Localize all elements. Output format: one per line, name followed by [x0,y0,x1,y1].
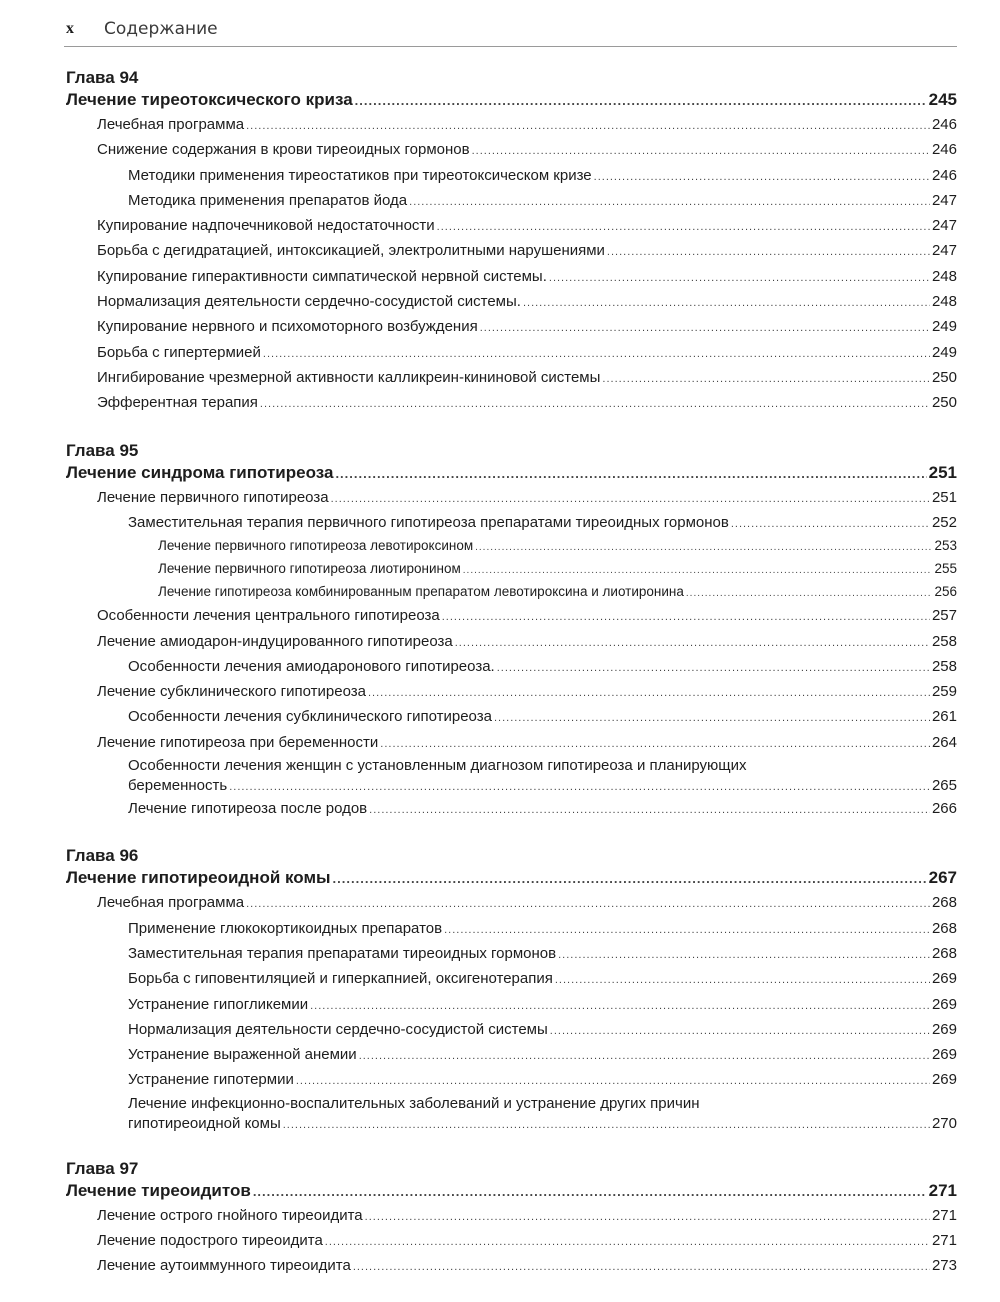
dot-leader [607,240,930,264]
chapter-94 [66,66,957,417]
entry-title: Лечение гипотиреоза комбинированным препаратом левотироксина и лиотиронина [158,583,684,599]
entry-title: Методики применения тиреостатиков при тиреотоксическом кризе [128,166,592,184]
toc-entry[interactable] [66,705,957,730]
chapter-gap [66,417,957,439]
entry-title: Лечение амиодарон-индуцированного гипотиреоза [97,632,453,650]
dot-leader [359,1044,930,1068]
toc-entry[interactable] [66,1018,957,1043]
dot-leader [368,681,930,705]
entry-title: Лечение острого гнойного тиреоидита [97,1206,363,1224]
dot-leader [480,316,930,340]
entry-page: 268 [931,944,957,962]
entry-page: 269 [931,1046,957,1064]
entry-page: 250 [931,368,957,386]
chapter-number: Глава 94 [66,68,139,87]
entry-page: 268 [931,894,957,912]
entry-title: Устранение гипотермии [128,1071,294,1089]
chapter-95 [66,439,957,823]
entry-title: Купирование надпочечниковой недостаточности [97,217,435,235]
dot-leader [246,892,930,916]
entry-page: 249 [931,318,957,336]
toc-entry[interactable] [66,341,957,366]
chapter-gap [66,1135,957,1157]
toc-entry[interactable] [66,604,957,629]
toc-entry[interactable] [66,680,957,705]
dot-leader [455,631,930,655]
entry-title-line1: Особенности лечения женщин с установленным диагнозом гипотиреоза и планирующих [128,757,747,775]
entry-page: 269 [931,995,957,1013]
toc-entry[interactable] [66,536,957,559]
entry-title: Купирование нервного и психомоторного возбуждения [97,318,478,336]
dot-leader [335,462,926,486]
entry-title: Применение глюкокортикоидных препаратов [128,919,443,937]
entry-page: 269 [931,970,957,988]
dot-leader [602,367,930,391]
entry-page: 247 [931,191,957,209]
dot-leader [444,918,930,942]
chapter-page: 251 [928,462,957,482]
toc-entry[interactable] [66,582,957,605]
chapter-title: Лечение тиреоидитов [66,1180,251,1200]
dot-leader [331,487,930,511]
dot-leader [523,291,930,315]
entry-page: 264 [931,733,957,751]
chapter-page: 267 [928,868,957,888]
toc-entry[interactable] [66,559,957,582]
toc-entry[interactable] [66,486,957,511]
entry-title: Устранение выраженной анемии [128,1046,357,1064]
entry-title: Особенности лечения амиодаронового гипотиреоза. [128,657,495,675]
entry-page: 273 [931,1257,957,1275]
dot-leader [369,798,930,822]
toc-entry[interactable] [66,391,957,416]
page-number: x [66,20,74,37]
toc-entry[interactable] [66,1229,957,1254]
entry-page: 248 [931,267,957,285]
entry-page: 268 [931,919,957,937]
entry-page: 246 [931,141,957,159]
entry-page: 256 [934,583,957,599]
entry-title: Ингибирование чрезмерной активности калликреин-кининовой системы [97,368,601,386]
chapter-number: Глава 96 [66,846,139,866]
toc-entry[interactable] [66,731,957,756]
entry-page: 266 [931,800,957,818]
toc-entry[interactable] [66,655,957,680]
entry-title: Особенности лечения субклинического гипотиреоза [128,708,492,726]
entry-title: Борьба с гипертермией [97,343,261,361]
entry-title: Купирование гиперактивности симпатической нервной системы. [97,267,547,285]
entry-title: Методика применения препаратов йода [128,191,408,209]
entry-page: 259 [931,683,957,701]
toc-entry[interactable] [66,993,957,1018]
dot-leader [246,114,930,138]
chapter-title: Лечение тиреотоксического криза [66,90,353,109]
toc-entry[interactable] [66,942,957,967]
chapter-97 [66,1157,957,1280]
chapter-title: Лечение гипотиреоидной комы [66,868,331,888]
entry-title: Лечение первичного гипотиреоза левотироксином [158,538,474,554]
dot-leader [558,943,930,967]
chapter-96 [66,844,957,1134]
entry-title: Лечебная программа [97,894,245,912]
chapter-number: Глава 95 [66,440,139,460]
entry-title: Устранение гипогликемии [128,995,309,1013]
entry-title: Заместительная терапия препаратами тиреоидных гормонов [128,944,557,962]
entry-page: 269 [931,1020,957,1038]
chapter-page: 271 [928,1180,957,1200]
entry-page: 251 [931,488,957,506]
toc-entry[interactable] [66,891,957,916]
chapter-title: Лечение синдрома гипотиреоза [66,462,334,482]
entry-page: 257 [931,607,957,625]
toc-entry[interactable] [66,630,957,655]
dot-leader [686,584,933,605]
entry-title: Борьба с гиповентиляцией и гиперкапнией, оксигенотерапия [128,970,553,988]
dot-leader [549,266,930,290]
entry-title-line2-row [128,1114,957,1135]
entry-title: Лечение подострого тиреоидита [97,1232,323,1250]
entry-title-line2: беременность [128,777,228,795]
dot-leader [353,1255,930,1279]
entry-page: 247 [931,217,957,235]
chapter-title-row[interactable] [66,461,957,486]
toc-entry[interactable] [66,315,957,340]
toc-entry[interactable] [66,138,957,163]
entry-title: Заместительная терапия первичного гипотиреоза препаратами тиреоидных гормонов [128,513,729,531]
table-of-contents [66,66,957,1280]
dot-leader [229,777,930,797]
entry-page: 258 [931,632,957,650]
toc-entry[interactable] [66,366,957,391]
entry-title: Особенности лечения центрального гипотиреоза [97,607,440,625]
toc-entry[interactable] [66,290,957,315]
toc-entry[interactable] [66,113,957,138]
chapter-number: Глава 97 [66,1158,139,1178]
toc-entry[interactable] [66,797,957,822]
entry-page: 253 [934,538,957,554]
running-title: Содержание [104,19,218,39]
toc-entry-multiline[interactable] [66,1094,957,1135]
entry-page: 269 [931,1071,957,1089]
entry-title: Лечение аутоиммунного тиреоидита [97,1257,351,1275]
dot-leader [333,867,927,891]
dot-leader [263,342,930,366]
dot-leader [442,605,930,629]
entry-page: 248 [931,293,957,311]
entry-page: 247 [931,242,957,260]
entry-title: Лечение первичного гипотиреоза [97,488,329,506]
entry-page: 270 [931,1114,957,1132]
chapter-page: 245 [928,90,957,109]
chapter-title-row[interactable] [66,866,957,891]
toc-entry[interactable] [66,1254,957,1279]
dot-leader [437,215,930,239]
dot-leader [283,1115,930,1135]
entry-page: 271 [931,1232,957,1250]
dot-leader [296,1069,930,1093]
entry-page: 252 [931,513,957,531]
toc-entry[interactable] [66,265,957,290]
dot-leader [365,1205,930,1229]
entry-page: 246 [931,116,957,133]
toc-entry[interactable] [66,917,957,942]
dot-leader [260,392,930,416]
toc-entry[interactable] [66,1204,957,1229]
toc-entry[interactable] [66,1043,957,1068]
chapter-title-row[interactable] [66,1179,957,1204]
dot-leader [475,538,932,559]
dot-leader [555,968,930,992]
dot-leader [463,561,933,582]
toc-entry[interactable] [66,1068,957,1093]
entry-title: Лечение субклинического гипотиреоза [97,683,366,701]
chapter-title-row[interactable] [66,88,957,113]
toc-entry[interactable] [66,189,957,214]
entry-title: Лечение первичного гипотиреоза лиотиронином [158,560,461,576]
entry-page: 246 [931,166,957,184]
entry-title-line2: гипотиреоидной комы [128,1114,281,1132]
entry-title: Лечение гипотиреоза при беременности [97,733,379,751]
toc-entry[interactable] [66,164,957,189]
dot-leader [497,656,930,680]
entry-page: 271 [931,1206,957,1224]
dot-leader [325,1230,930,1254]
toc-entry[interactable] [66,239,957,264]
dot-leader [310,994,930,1018]
entry-page: 249 [931,343,957,361]
dot-leader [355,89,927,113]
dot-leader [731,512,930,536]
entry-title: Борьба с дегидратацией, интоксикацией, электролитными нарушениями [97,242,605,260]
entry-title-line1: Лечение инфекционно-воспалительных заболеваний и устранение других причин [128,1094,700,1112]
dot-leader [253,1180,927,1204]
entry-page: 265 [931,777,957,795]
toc-entry[interactable] [66,214,957,239]
entry-title: Нормализация деятельности сердечно-сосудистой системы [128,1020,548,1038]
dot-leader [550,1019,930,1043]
entry-page: 261 [931,708,957,726]
page-header [64,18,957,47]
dot-leader [409,190,930,214]
entry-title: Лечебная программа [97,116,245,133]
dot-leader [380,732,930,756]
entry-page: 255 [934,560,957,576]
toc-entry-multiline[interactable] [66,756,957,797]
chapter-gap [66,822,957,844]
entry-page: 250 [931,394,957,412]
entry-title: Лечение гипотиреоза после родов [128,800,368,818]
entry-title: Нормализация деятельности сердечно-сосудистой системы. [97,293,521,311]
dot-leader [594,165,930,189]
dot-leader [494,706,930,730]
toc-entry[interactable] [66,511,957,536]
dot-leader [472,139,930,163]
entry-title: Эфферентная терапия [97,394,258,412]
entry-page: 258 [931,657,957,675]
entry-title: Снижение содержания в крови тиреоидных гормонов [97,141,470,159]
entry-title-line2-row [128,776,957,797]
toc-entry[interactable] [66,967,957,992]
